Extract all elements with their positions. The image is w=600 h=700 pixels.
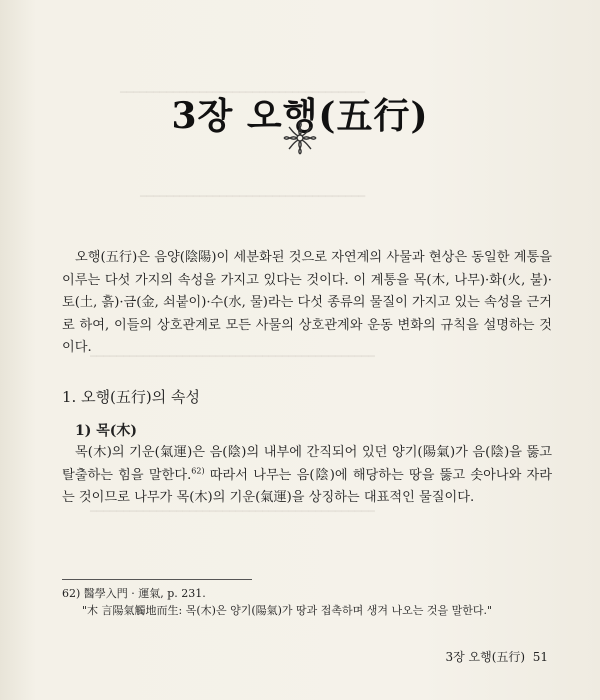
running-footer [445,648,548,665]
wood-paragraph-part1: 목(木)의 기운(氣運)은 음(陰)의 내부에 간직되어 있던 양기(陽氣)가 음(陰)을 뚫고 탈출하는 힘을 말한다. [62,445,552,483]
footnote-quote: "木 言陽氣觸地而生: 목(木)은 양기(陽氣)가 땅과 접촉하며 생겨 나오는 것을 말한다." [82,604,493,617]
chapter-title: 3장 오행(五行) [171,95,429,138]
floral-ornament-icon [282,120,318,156]
footnote [62,585,562,619]
bleed-through: ━━━━━━━━━━━━━━━━━━━━━━━━━━━━━━━━━━ [140,190,366,203]
subsection-heading: 1) 목(木) [75,423,138,439]
intro-paragraph: 오행(五行)은 음양(陰陽)이 세분화된 것으로 자연계의 사물과 현상은 동일한 계통을 이루는 다섯 가지의 속성을 가지고 있다는 것이다. 이 계통을 목(木, 나무)·화(火, 불)·토(土, 흙)·금(金, 쇠붙이)·수(水, 물)라는 다섯 종류의 물질이 가지고 있는 속성을 근거로 하여, 이들의 상호관계로 모든 사물의 상호관계와 운동 변화의 규칙을 설명하는 것이다. [62,250,553,355]
wood-paragraph-part2: 따라서 나무는 음(陰)에 해당하는 땅을 뚫고 솟아나와 자라는 것이므로 나무가 목(木)의 기운(氣運)을 상징하는 대표적인 물질이다. [62,467,552,505]
running-head: 3장 오행(五行) [445,650,526,664]
footnote-divider [62,579,252,580]
footnote-citation: 62) 醫學入門 · 運氣, p. 231. [62,587,206,600]
footnote-ref-mark[interactable]: 62) [191,466,205,476]
section-heading: 1. 오행(五行)의 속성 [62,388,201,406]
page-number: 51 [532,650,548,664]
bleed-through: ━━━━━━━━━━━━━━━━━━━━━━━━━━━━━━━━━━━━━ [120,86,366,99]
bleed-through: ━━━━━━━━━━━━━━━━━━━━━━━━━━━━━━━━━━━━━━━━━━━ [90,350,375,363]
bleed-through: ━━━━━━━━━━━━━━━━━━━━━━━━━━━━━━━━━━━━━━━━━━━ [90,505,375,518]
wood-paragraph [62,442,552,510]
